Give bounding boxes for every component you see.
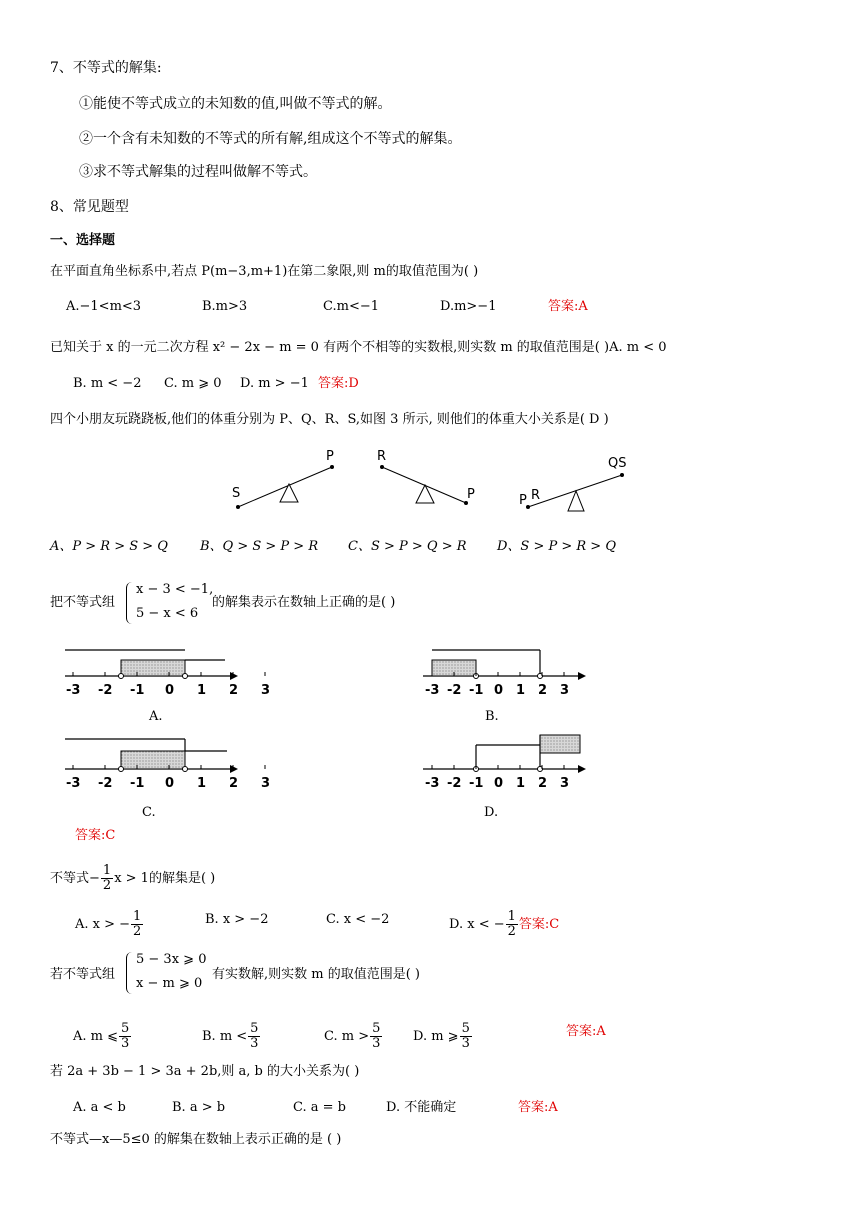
q1-option-b: B.m>3 <box>202 299 248 314</box>
tick-label: 2 <box>538 683 548 698</box>
q2-option-b: B. m < −2 <box>73 376 142 391</box>
seesaw-2-low-label: P <box>467 487 475 502</box>
numberline-a <box>55 640 271 725</box>
q4-answer: 答案:C <box>75 828 116 843</box>
q6-stem-post: 有实数解,则实数 m 的取值范围是( ) <box>212 967 421 982</box>
q1-option-d: D.m>−1 <box>440 299 497 314</box>
option-a-label: A. <box>149 709 163 724</box>
tick-label: -2 <box>447 776 462 791</box>
part-heading: 一、选择题 <box>50 233 116 248</box>
q7-option-c: C. a = b <box>293 1100 346 1115</box>
q6-option-c: C. m > $\frac{5}{3}$ <box>324 1021 381 1051</box>
tick-label: -1 <box>469 683 484 698</box>
seesaw-3-label-r: R <box>531 488 541 503</box>
q7-stem: 若 2a + 3b − 1 > 3a + 2b,则 a, b 的大小关系为( ) <box>50 1064 360 1079</box>
tick-label: -3 <box>425 776 440 791</box>
q5-option-b: B. x > −2 <box>205 912 269 927</box>
q1-stem: 在平面直角坐标系中,若点 P(m−3,m+1)在第二象限,则 m的取值范围为( ) <box>50 264 479 279</box>
option-c-label: C. <box>142 805 156 820</box>
tick-label: -1 <box>469 776 484 791</box>
tick-label: 2 <box>538 776 548 791</box>
seesaw-3 <box>519 456 626 511</box>
tick-label: 3 <box>261 683 271 698</box>
q1-answer: 答案:A <box>548 299 588 314</box>
q4-stem-pre: 把不等式组 <box>50 595 116 610</box>
option-b-label: B. <box>485 709 499 724</box>
q7-option-d: D. 不能确定 <box>386 1100 457 1115</box>
q7-option-b: B. a > b <box>172 1100 226 1115</box>
q3-option-d: D、S > P > R > Q <box>497 539 616 554</box>
seesaw-figure <box>225 445 635 520</box>
q5-stem: 不等式− $\frac{1}{2}$ x > 1的解集是( ) <box>50 863 216 893</box>
numberline-d <box>418 725 603 810</box>
q4-stem-post: 的解集表示在数轴上正确的是( ) <box>212 595 396 610</box>
q3-option-a: A、P > R > S > Q <box>50 539 168 554</box>
tick-label: 0 <box>494 683 504 698</box>
q1-option-a: A.−1<m<3 <box>66 299 142 314</box>
q2-option-d: D. m > −1 <box>240 376 309 391</box>
q5-option-c: C. x < −2 <box>326 912 390 927</box>
tick-label: -2 <box>98 776 113 791</box>
q6-stem-pre: 若不等式组 <box>50 967 116 982</box>
tick-label: -3 <box>425 683 440 698</box>
q6-brace <box>126 952 133 994</box>
seesaw-1 <box>232 449 334 509</box>
seesaw-1-high-label: P <box>326 449 334 464</box>
tick-label: -3 <box>66 776 81 791</box>
tick-label: 3 <box>560 683 570 698</box>
q4-sys-2: 5 − x < 6 <box>136 606 199 621</box>
tick-label: 2 <box>229 776 239 791</box>
q6-sys-1: 5 − 3x ⩾ 0 <box>136 952 207 967</box>
tick-label: 3 <box>261 776 271 791</box>
tick-label: 0 <box>165 776 175 791</box>
tick-label: -1 <box>130 776 145 791</box>
definition-2: ②一个含有未知数的不等式的所有解,组成这个不等式的解集。 <box>79 131 462 147</box>
q7-answer: 答案:A <box>518 1100 558 1115</box>
section-7-title: 7、不等式的解集: <box>50 60 162 76</box>
tick-label: 2 <box>229 683 239 698</box>
tick-label: -1 <box>130 683 145 698</box>
q6-option-a: A. m ⩽ $\frac{5}{3}$ <box>73 1021 130 1051</box>
seesaw-3-label-p: P <box>519 493 527 508</box>
seesaw-2-high-label: R <box>377 449 387 464</box>
seesaw-3-high-label: QS <box>608 456 627 471</box>
tick-label: 1 <box>516 776 526 791</box>
q3-option-b: B、Q > S > P > R <box>200 539 319 554</box>
option-d-label: D. <box>484 805 499 820</box>
q5-option-a: A. x > − $\frac{1}{2}$ <box>75 909 142 939</box>
section-8-title: 8、常见题型 <box>50 199 129 215</box>
q3-stem: 四个小朋友玩跷跷板,他们的体重分别为 P、Q、R、S,如图 3 所示, 则他们的体重大小关系是( D ) <box>50 412 609 427</box>
q6-sys-2: x − m ⩾ 0 <box>136 976 203 991</box>
q4-sys-1: x − 3 < −1, <box>136 582 214 597</box>
q1-option-c: C.m<−1 <box>323 299 379 314</box>
tick-label: 1 <box>197 683 207 698</box>
tick-label: 0 <box>494 776 504 791</box>
q4-brace <box>126 582 133 624</box>
tick-label: 0 <box>165 683 175 698</box>
q8-stem: 不等式—x—5≤0 的解集在数轴上表示正确的是 ( ) <box>50 1132 342 1147</box>
numberline-b <box>418 640 603 725</box>
q6-option-d: D. m ⩾ $\frac{5}{3}$ <box>413 1021 470 1051</box>
q2-stem: 已知关于 x 的一元二次方程 x² − 2x − m = 0 有两个不相等的实数根,则实数 m 的取值范围是( )A. m < 0 <box>50 340 667 355</box>
tick-label: 1 <box>516 683 526 698</box>
q7-option-a: A. a < b <box>73 1100 126 1115</box>
seesaw-1-low-label: S <box>232 486 241 501</box>
q6-answer: 答案:A <box>566 1024 606 1039</box>
tick-label: -2 <box>98 683 113 698</box>
seesaw-2 <box>377 449 475 505</box>
q5-option-d: D. x < − $\frac{1}{2}$ 答案:C <box>449 909 560 939</box>
q3-option-c: C、S > P > Q > R <box>348 539 467 554</box>
q2-answer: 答案:D <box>318 376 359 391</box>
definition-3: ③求不等式解集的过程叫做解不等式。 <box>79 164 317 180</box>
tick-label: 3 <box>560 776 570 791</box>
q2-option-c: C. m ⩾ 0 <box>164 376 222 391</box>
tick-label: -2 <box>447 683 462 698</box>
tick-label: 1 <box>197 776 207 791</box>
q6-option-b: B. m < $\frac{5}{3}$ <box>202 1021 259 1051</box>
tick-label: -3 <box>66 683 81 698</box>
definition-1: ①能使不等式成立的未知数的值,叫做不等式的解。 <box>79 96 392 112</box>
